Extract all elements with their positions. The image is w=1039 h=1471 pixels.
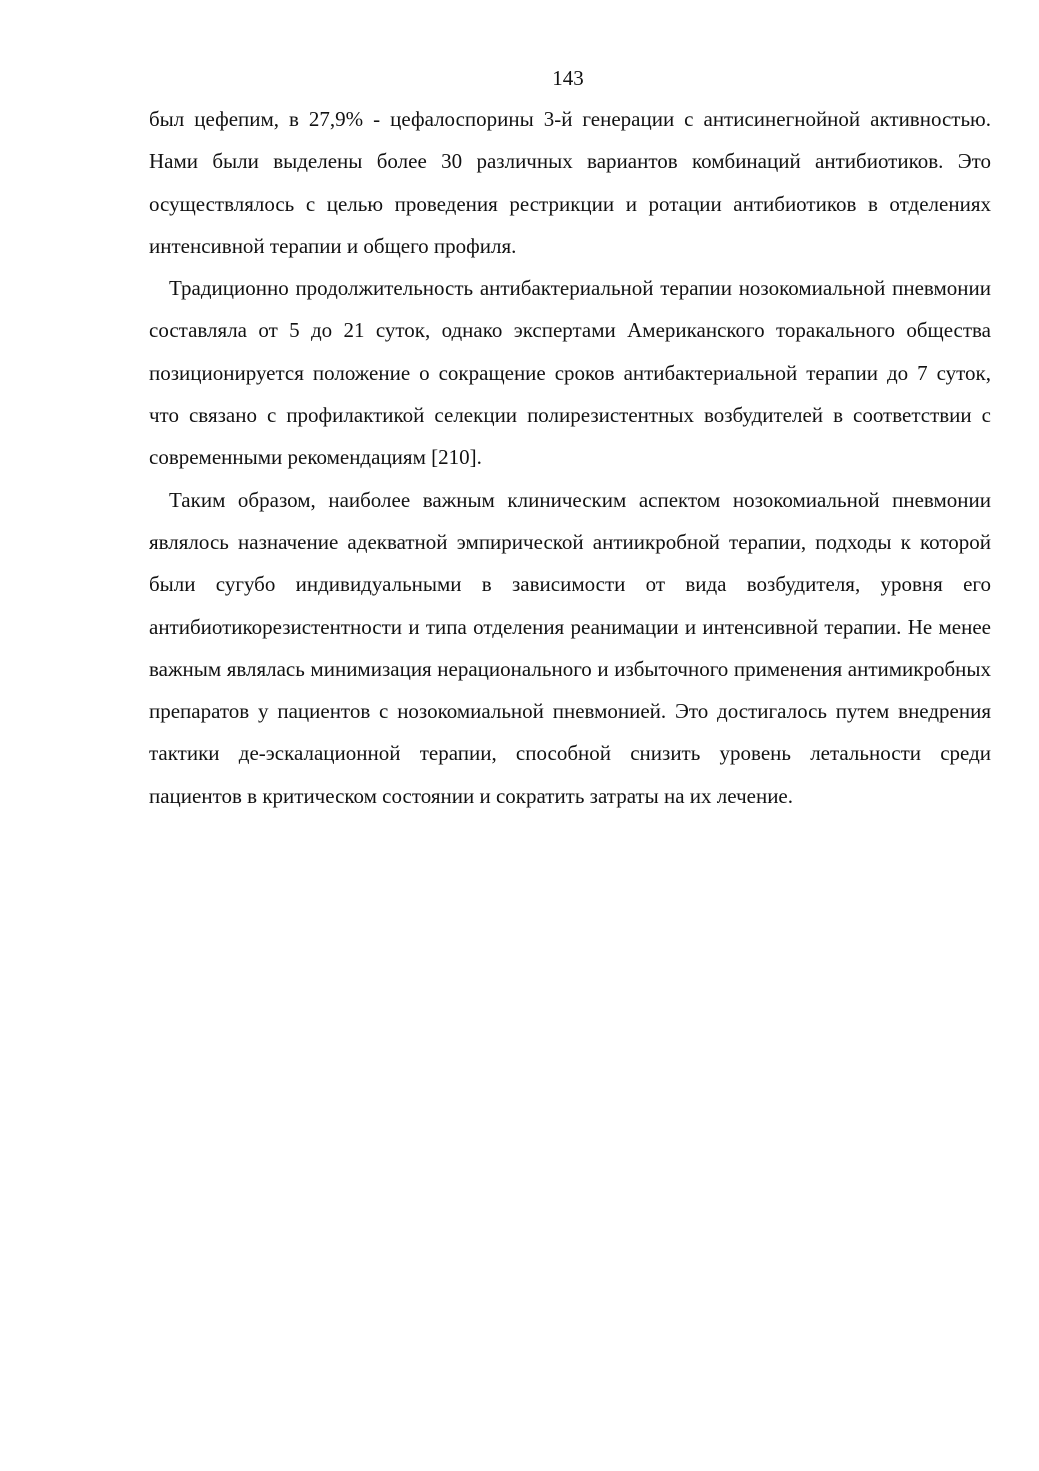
page-number: 143 <box>552 66 584 90</box>
paragraph-continuation: был цефепим, в 27,9% - цефалоспорины 3-й генерации с антисинегнойной активностью. Нами были выделены более 30 различных вариантов комбинаций антибиотиков. Это осуществлялось с целью проведения рестрикции и ротации антибиотиков в отделениях интенсивной терапии и общего профиля. <box>149 107 991 258</box>
paragraph-therapy-duration: Традиционно продолжительность антибактериальной терапии нозокомиальной пневмонии составляла от 5 до 21 суток, однако экспертами Американского торакального общества позиционируется положение о сокращение сроков антибактериальной терапии до 7 суток, что связано с профилактикой селекции полирезистентных возбудителей в соответствии с современными рекомендациям [210]. <box>149 276 991 470</box>
paragraph-conclusion: Таким образом, наиболее важным клиническим аспектом нозокомиальной пневмонии являлось назначение адекватной эмпирической антиикробной терапии, подходы к которой были сугубо индивидуальными в зависимости от вида возбудителя, уровня его антибиотикорезистентности и типа отделения реанимации и интенсивной терапии. Не менее важным являлась минимизация нерационального и избыточного применения антимикробных препаратов у пациентов с нозокомиальной пневмонией. Это достигалось путем внедрения тактики де-эскалационной терапии, способной снизить уровень летальности среди пациентов в критическом состоянии и сократить затраты на их лечение. <box>149 487 991 808</box>
body-text <box>149 98 991 817</box>
